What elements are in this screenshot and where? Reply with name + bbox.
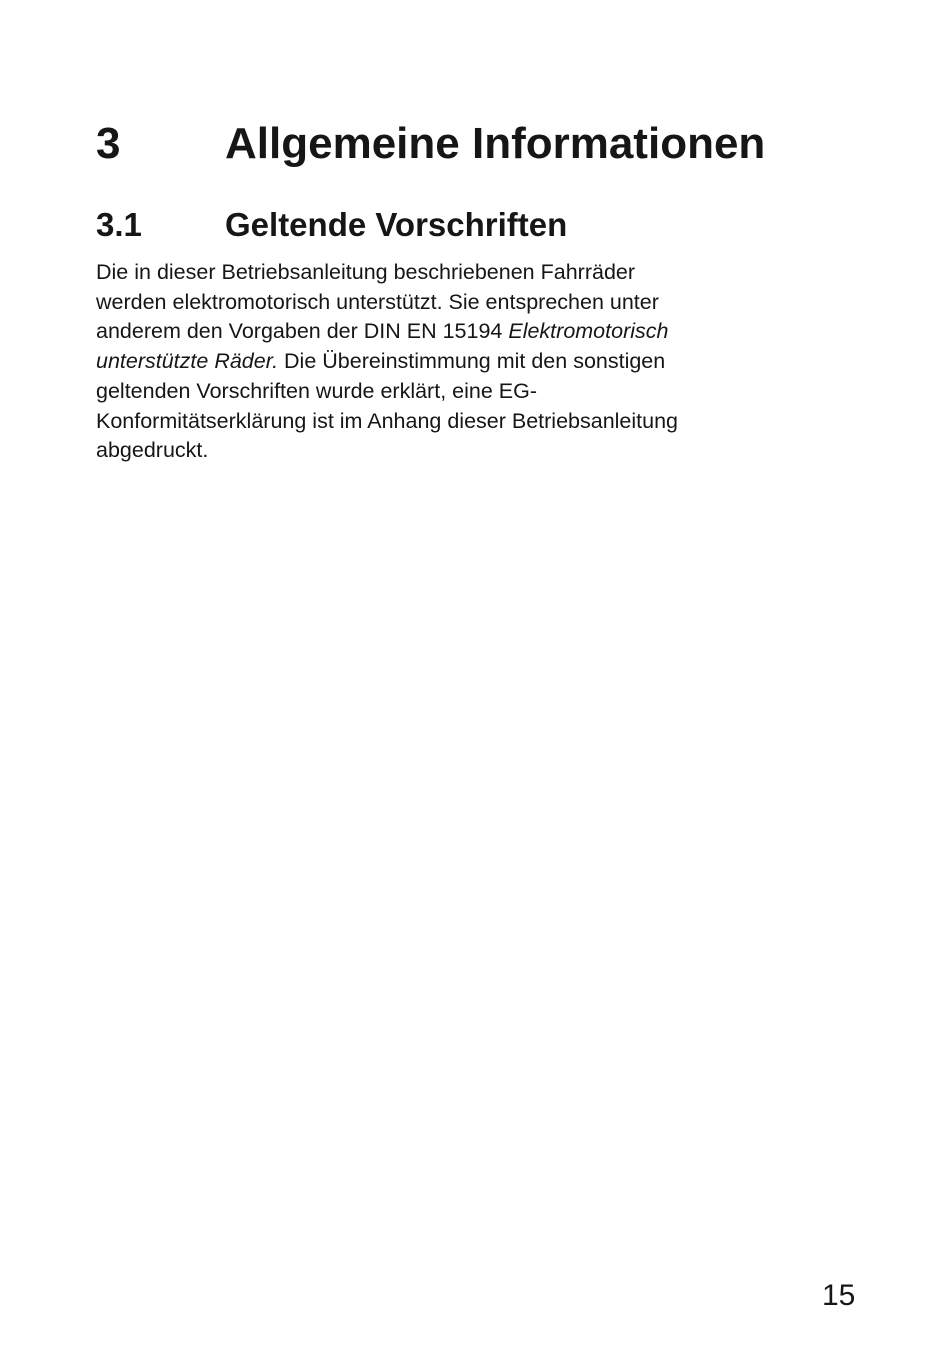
paragraph-line [96,317,836,347]
section-heading [96,203,896,247]
paragraph-line: werden elektromotorisch unterstützt. Sie entsprechen unter [96,289,659,314]
paragraph-text: anderem den Vorgaben der DIN EN 15194 [96,319,509,344]
paragraph-line: abgedruckt. [96,438,209,463]
page-number: 15 [822,1279,856,1312]
standard-title-italic: Elektromotorisch [508,319,669,344]
paragraph-line [96,347,836,377]
paragraph-line: Konformitätserklärung ist im Anhang dieser Betriebsanleitung [96,408,679,433]
section-title: Geltende Vorschriften [225,206,568,243]
paragraph-text: Die Übereinstimmung mit den sonstigen [278,349,666,374]
paragraph-line: Die in dieser Betriebsanleitung beschriebenen Fahrräder [96,260,636,284]
chapter-title: Allgemeine Informationen [225,119,766,168]
section-number: 3.1 [96,206,142,243]
chapter-number: 3 [96,119,121,168]
standard-title-italic: unterstützte Räder. [96,349,279,374]
paragraph-line: geltenden Vorschriften wurde erklärt, eine EG- [96,378,537,403]
chapter-heading [96,116,896,172]
body-paragraph [96,258,836,466]
